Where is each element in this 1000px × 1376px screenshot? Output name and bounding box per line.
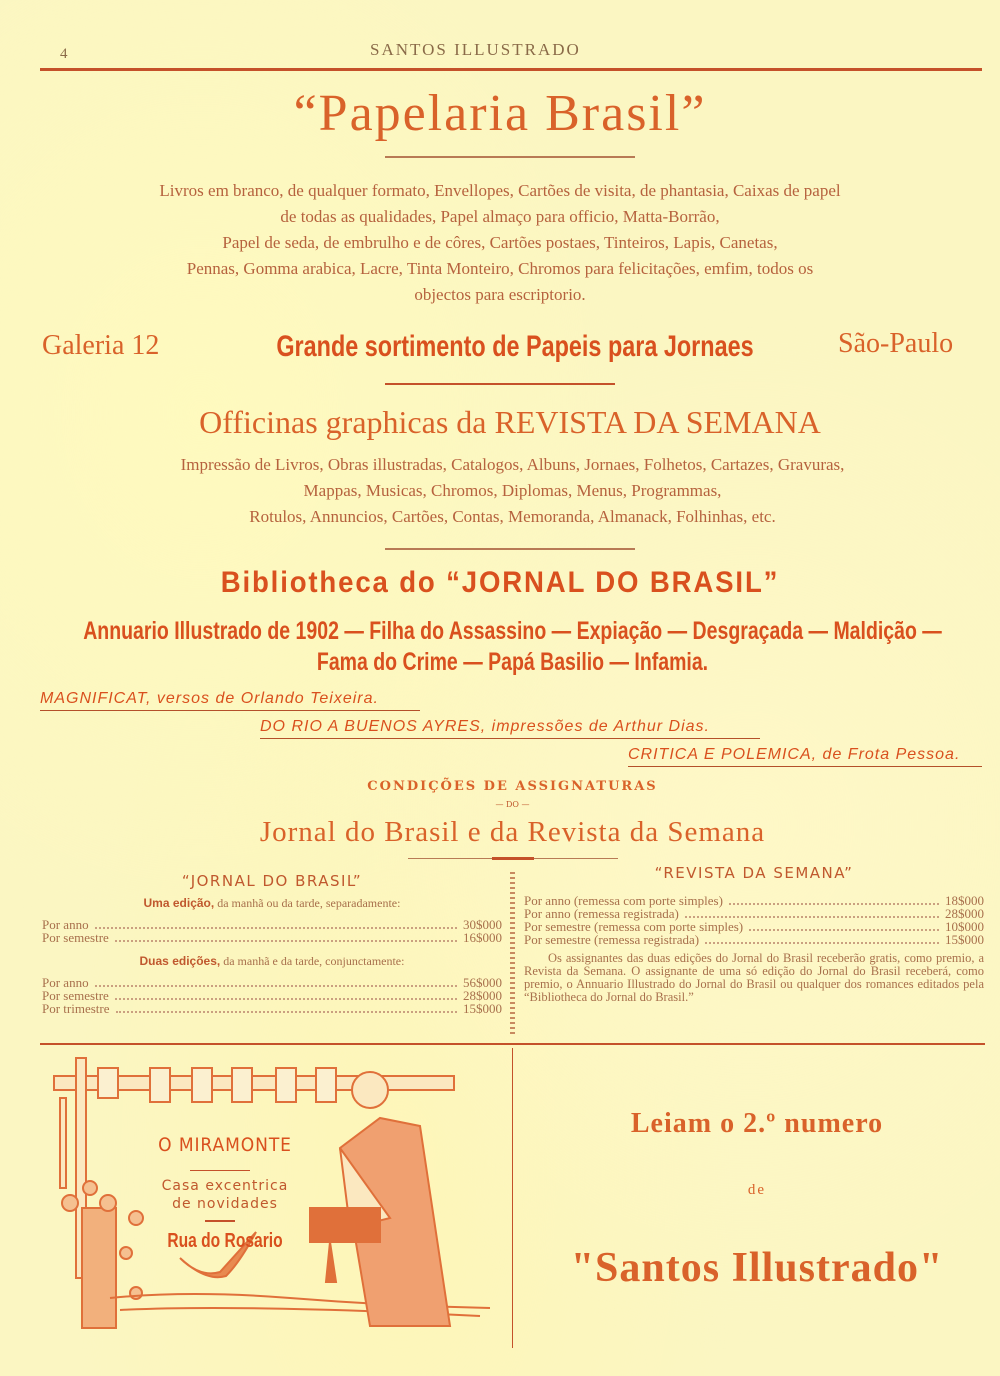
work-do-rio-a-buenos-ayres: DO RIO A BUENOS AYRES, impressões de Arthur Dias.: [260, 718, 760, 739]
work-magnificat: MAGNIFICAT, versos de Orlando Teixeira.: [40, 690, 420, 711]
miramonte-address: Rua do Rosario: [167, 1230, 283, 1252]
rate-label: Por semestre: [42, 988, 109, 1003]
miramonte-advertisement: [40, 1048, 512, 1348]
rate-label: Por anno: [42, 917, 89, 932]
two-edition-desc: da manhã e da tarde, conjunctamente:: [220, 954, 405, 968]
rate-label: Por semestre (remessa registrada): [524, 932, 700, 947]
rate-label: Por semestre: [42, 930, 109, 945]
officinas-title: Officinas graphicas da REVISTA DA SEMANA: [199, 404, 821, 440]
promo-line-1: Leiam o 2.º numero: [630, 1108, 884, 1139]
jornal-heading: “JORNAL DO BRASIL”: [181, 872, 363, 890]
work-critica-e-polemica: CRITICA E POLEMICA, de Frota Pessoa.: [628, 746, 982, 767]
rate-row: [524, 933, 984, 946]
papelaria-description: [0, 178, 1000, 308]
rate-label: Por anno (remessa registrada): [524, 906, 679, 921]
papelaria-title: “Papelaria Brasil”: [293, 85, 707, 142]
address-galeria: Galeria 12: [42, 330, 160, 361]
rate-label: Por trimestre: [42, 1001, 110, 1016]
promo-line-2: de: [747, 1182, 767, 1198]
bibliotheca-titles-line1: Annuario Illustrado de 1902 — Filha do Assassino — Expiação — Desgraçada — Maldição —: [83, 617, 942, 645]
revista-heading: “REVISTA DA SEMANA”: [654, 864, 854, 882]
miramonte-name: O MIRAMONTE: [158, 1134, 292, 1156]
lower-section-rule: [40, 1043, 985, 1045]
officinas-line: Impressão de Livros, Obras illustradas, Catalogos, Albuns, Jornaes, Folhetos, Cartazes, Gravuras,: [180, 455, 845, 474]
rate-row: [42, 976, 502, 989]
officinas-line: Mappas, Musicas, Chromos, Diplomas, Menus, Programmas,: [303, 481, 722, 500]
rate-row: [42, 989, 502, 1002]
rate-label: Por anno: [42, 975, 89, 990]
papelaria-line: Pennas, Gomma arabica, Lacre, Tinta Monteiro, Chromos para felicitações, emfim, todos os: [186, 259, 814, 278]
one-edition-desc: da manhã ou da tarde, separadamente:: [214, 896, 401, 910]
running-title: SANTOS ILLUSTRADO: [370, 40, 581, 59]
rate-price: 15$000: [463, 1001, 502, 1016]
rate-row: [42, 1002, 502, 1015]
revista-premium-note: Os assignantes das duas edições do Jornal do Brasil receberão gratis, como premio, a Revista da Semana. O assignante de uma só edição do Jornal do Brasil receberá, como premio, o Annuario Illustrado do Jornal do Brasil ou qualquer dos romances editados pela “Bibliotheca do Jornal do Brasil.”: [524, 951, 984, 1004]
rate-price: 56$000: [463, 975, 502, 990]
assignaturas-heading: CONDIÇÕES DE ASSIGNATURAS: [367, 779, 658, 794]
two-edition-label: Duas edições,: [139, 954, 221, 968]
assignaturas-connector: — DO —: [495, 800, 530, 809]
rate-price: 16$000: [463, 930, 502, 945]
officinas-line: Rotulos, Annuncios, Cartões, Contas, Memoranda, Almanack, Folhinhas, etc.: [249, 507, 776, 526]
page-number: 4: [60, 46, 68, 62]
rate-label: Por anno (remessa com porte simples): [524, 893, 723, 908]
promo-santos-illustrado: [512, 1048, 1000, 1348]
rate-label: Por semestre (remessa com porte simples): [524, 919, 744, 934]
miramonte-ornament: [190, 1170, 250, 1171]
rate-price: 28$000: [463, 988, 502, 1003]
papelaria-bottom-rule: [385, 383, 615, 385]
miramonte-tagline-1: Casa excentrica: [161, 1178, 289, 1194]
miramonte-ornament: [205, 1220, 235, 1222]
rate-row: [42, 931, 502, 944]
header-rule: [40, 68, 982, 71]
officinas-rule: [385, 548, 635, 550]
one-edition-label: Uma edição,: [143, 896, 215, 910]
rate-price: 18$000: [945, 893, 984, 908]
assignaturas-title: Jornal do Brasil e da Revista da Semana: [259, 816, 766, 848]
jornal-do-brasil-rates: [42, 872, 502, 1015]
one-edition-note: [42, 896, 502, 918]
revista-da-semana-rates: [524, 864, 984, 1004]
column-divider: [510, 872, 515, 1034]
bibliotheca-title: Bibliotheca do “JORNAL DO BRASIL”: [220, 566, 780, 599]
rate-price: 28$000: [945, 906, 984, 921]
papelaria-line: Livros em branco, de qualquer formato, Envellopes, Cartões de visita, de phantasia, Caixas de papel: [159, 181, 841, 200]
papelaria-line: objectos para escriptorio.: [414, 285, 586, 304]
papelaria-divider: [385, 156, 635, 158]
rate-price: 10$000: [945, 919, 984, 934]
papelaria-line: Papel de seda, de embrulho e de côres, Cartões postaes, Tinteiros, Lapis, Canetas,: [222, 233, 778, 252]
bibliotheca-titles-line2: Fama do Crime — Papá Basilio — Infamia.: [316, 648, 709, 676]
address-sortimento: Grande sortimento de Papeis para Jornaes: [276, 330, 754, 363]
rate-price: 30$000: [463, 917, 502, 932]
two-edition-note: [42, 954, 502, 976]
promo-line-3: "Santos Illustrado": [570, 1245, 944, 1291]
address-sao-paulo: São-Paulo: [838, 328, 954, 359]
rate-price: 15$000: [945, 932, 984, 947]
officinas-description: [0, 452, 1000, 530]
miramonte-tagline-2: de novidades: [172, 1196, 278, 1212]
assignaturas-rule-accent: [492, 857, 534, 860]
rate-row: [42, 918, 502, 931]
papelaria-line: de todas as qualidades, Papel almaço para officio, Matta-Borrão,: [280, 207, 720, 226]
